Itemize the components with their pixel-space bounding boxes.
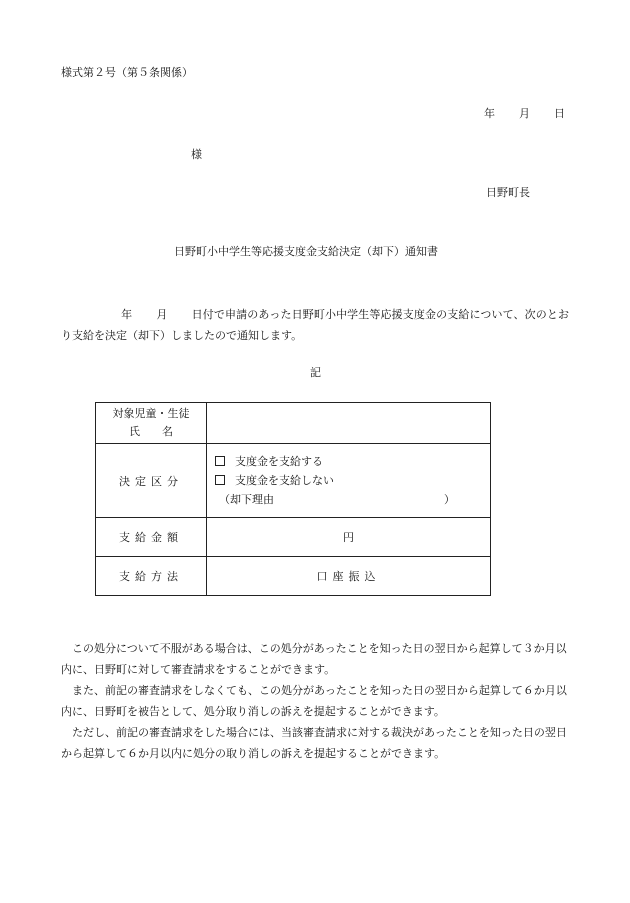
form-number: 様式第２号（第５条関係） [61, 66, 193, 79]
date-year: 年 [484, 107, 495, 120]
decision-label: 決定区分 [96, 444, 207, 518]
date-line [484, 108, 565, 119]
intro-paragraph [61, 304, 569, 346]
checkbox-icon[interactable] [215, 456, 225, 466]
option-approve-label: 支度金を支給する [235, 455, 323, 468]
decision-options [207, 444, 491, 518]
reason-close: ） [444, 493, 455, 506]
issuer-name: 日野町長 [486, 186, 530, 199]
reject-reason-line [215, 490, 455, 509]
table-row-student [96, 403, 491, 444]
date-day: 日 [554, 107, 565, 120]
option-reject[interactable] [215, 471, 490, 490]
note-paragraph-2: また、前記の審査請求をしなくても、この処分があったことを知った日の翌日から起算して６か月以内に、日野町を被告として、処分取り消しの訴えを提起することができます。 [61, 684, 567, 718]
student-label-line2: 氏 名 [129, 425, 173, 438]
student-label-line1: 対象児童・生徒 [112, 407, 190, 420]
amount-value: 円 [207, 518, 491, 557]
amount-label: 支給金額 [96, 518, 207, 557]
recipient-suffix: 様 [191, 148, 202, 161]
ki-heading: 記 [310, 366, 321, 379]
option-reject-label: 支度金を支給しない [235, 474, 334, 487]
notes-section [61, 638, 569, 764]
table-row-decision [96, 444, 491, 518]
document-title: 日野町小中学生等応援支度金支給決定（却下）通知書 [174, 245, 438, 258]
table-row-amount [96, 518, 491, 557]
date-month: 月 [519, 107, 530, 120]
note-paragraph-3: ただし、前記の審査請求をした場合には、当該審査請求に対する裁決があったことを知った日の翌日から起算して６か月以内に処分の取り消しの訴えを提起することができます。 [61, 726, 567, 760]
decision-table [95, 402, 491, 596]
reason-open: （却下理由 [219, 493, 274, 506]
checkbox-icon[interactable] [215, 475, 225, 485]
student-label-cell [96, 403, 207, 444]
intro-month: 月 [156, 308, 168, 321]
student-name-field[interactable] [207, 403, 491, 444]
table-row-method [96, 557, 491, 596]
option-approve[interactable] [215, 452, 490, 471]
method-label: 支給方法 [96, 557, 207, 596]
method-value: 口座振込 [207, 557, 491, 596]
intro-year: 年 [121, 308, 133, 321]
note-paragraph-1: この処分について不服がある場合は、この処分があったことを知った日の翌日から起算して３か月以内に、日野町に対して審査請求をすることができます。 [61, 642, 567, 676]
intro-text: 日付で申請のあった日野町小中学生等応援支度金の支給について、次のとおり支給を決定（却下）しましたので通知します。 [61, 308, 570, 342]
